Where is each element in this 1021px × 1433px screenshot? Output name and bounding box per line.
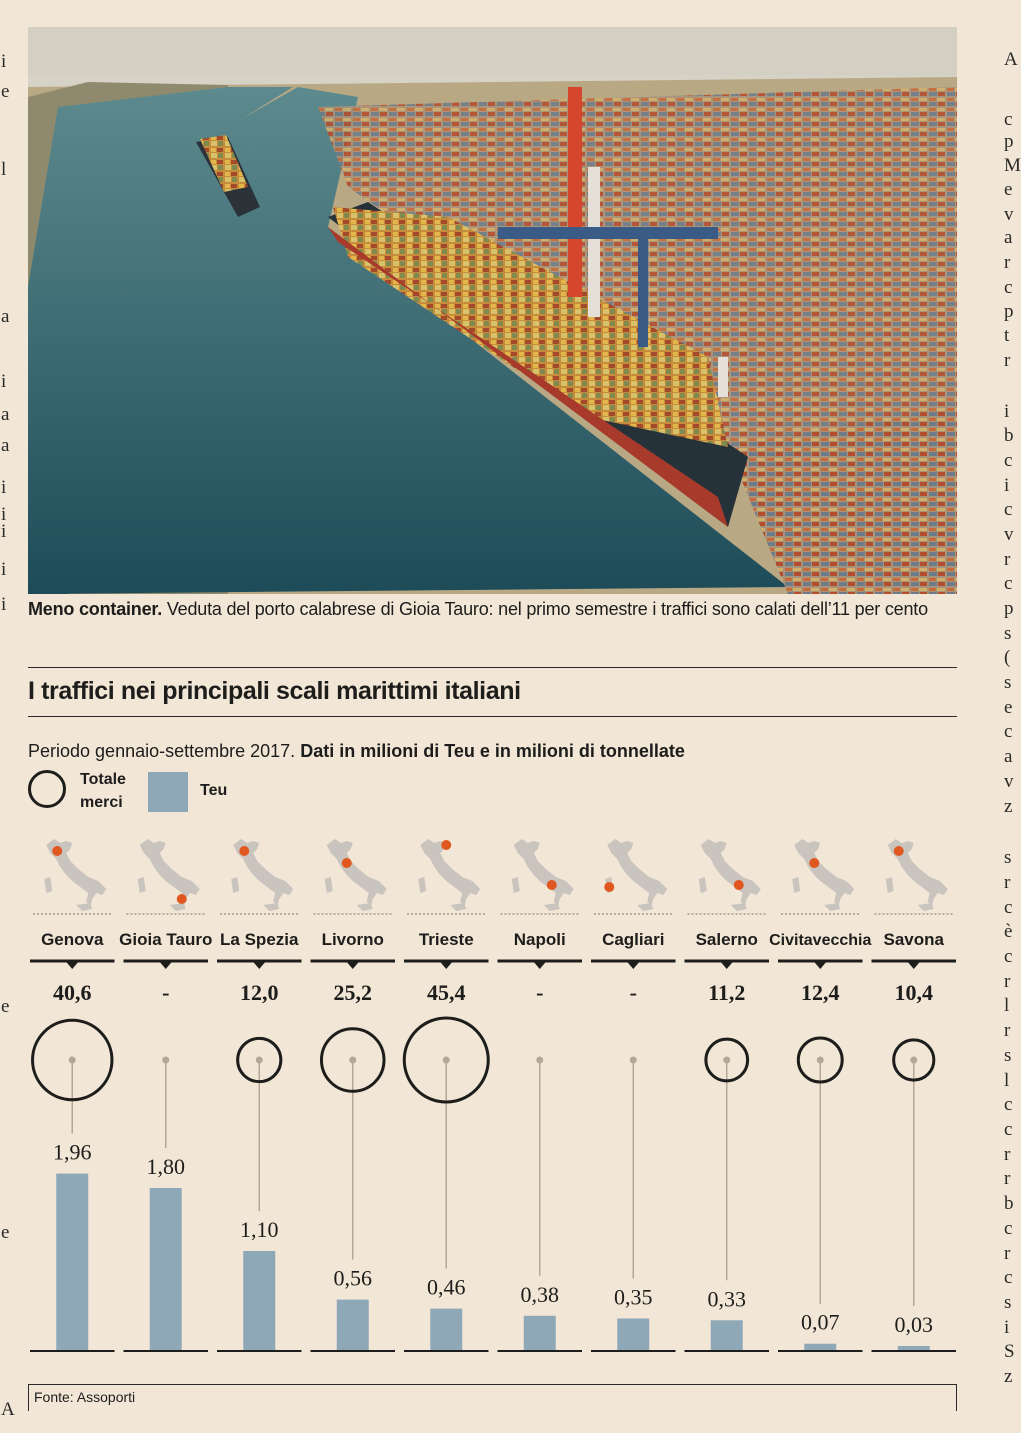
right-margin-char: s	[1004, 1045, 1012, 1066]
right-margin-char: z	[1004, 1366, 1013, 1387]
sardinia-map-icon	[792, 877, 800, 893]
legend-bar-swatch	[148, 772, 188, 812]
teu-bar	[150, 1188, 182, 1350]
left-margin-char: e	[1, 1222, 10, 1243]
right-margin-char: c	[1004, 1094, 1013, 1115]
left-margin-char: a	[1, 306, 10, 327]
header-rule-pointer	[721, 962, 733, 969]
left-margin-char: a	[1, 435, 10, 456]
sicily-map-icon	[450, 903, 466, 911]
right-margin-char: c	[1004, 499, 1013, 520]
italy-map-icon	[607, 839, 667, 907]
left-margin-char: i	[1, 371, 7, 392]
right-margin-char: i	[1004, 401, 1010, 422]
right-margin-char: c	[1004, 1267, 1013, 1288]
right-margin-char: r	[1004, 1243, 1011, 1264]
right-margin-char: s	[1004, 847, 1012, 868]
right-margin-char: r	[1004, 1020, 1011, 1041]
legend	[28, 768, 328, 816]
header-rule-pointer	[253, 962, 265, 969]
port-name: La Spezia	[220, 930, 299, 949]
sicily-map-icon	[637, 903, 653, 911]
title-rule-top	[28, 667, 957, 668]
left-column-edge	[0, 0, 18, 1433]
italy-map-icon	[140, 839, 200, 907]
sicily-map-icon	[544, 903, 560, 911]
right-margin-char: c	[1004, 946, 1013, 967]
source-note: Fonte: Assoporti	[34, 1389, 136, 1405]
right-margin-char: p	[1004, 131, 1014, 152]
right-margin-char: c	[1004, 450, 1013, 471]
totale-merci-label: 45,4	[427, 980, 466, 1005]
header-rule-pointer	[347, 962, 359, 969]
right-margin-char: l	[1004, 1070, 1010, 1091]
teu-value-label: 0,46	[427, 1274, 466, 1300]
right-margin-char: r	[1004, 252, 1011, 273]
totale-merci-label: -	[536, 980, 544, 1005]
teu-value-label: 1,96	[53, 1139, 92, 1165]
right-margin-char: M	[1004, 155, 1021, 176]
right-margin-char: è	[1004, 921, 1013, 942]
sicily-map-icon	[357, 903, 373, 911]
left-margin-char: e	[1, 996, 10, 1017]
ports-chart	[28, 825, 957, 1365]
right-margin-char: r	[1004, 350, 1011, 371]
sardinia-map-icon	[138, 877, 146, 893]
teu-bar	[430, 1309, 462, 1350]
italy-map-icon	[514, 839, 574, 907]
left-margin-char: A	[1, 1399, 15, 1420]
totale-merci-label: 11,2	[708, 980, 746, 1005]
left-margin-char: i	[1, 559, 7, 580]
port-location-marker	[809, 858, 819, 868]
right-margin-char: A	[1004, 49, 1018, 70]
teu-value-label: 0,38	[520, 1281, 559, 1307]
right-margin-char: z	[1004, 796, 1013, 817]
right-margin-char: a	[1004, 227, 1013, 248]
circle-center-dot	[69, 1057, 76, 1064]
legend-circle-icon	[28, 770, 66, 808]
teu-bar	[243, 1251, 275, 1350]
right-margin-char: t	[1004, 325, 1010, 346]
right-margin-char: (	[1004, 647, 1011, 668]
right-margin-char: c	[1004, 721, 1013, 742]
right-margin-char: s	[1004, 623, 1012, 644]
teu-value-label: 1,80	[146, 1154, 185, 1179]
teu-bar	[617, 1319, 649, 1351]
sicily-map-icon	[263, 903, 279, 911]
circle-center-dot	[723, 1057, 730, 1064]
sardinia-map-icon	[231, 877, 239, 893]
port-location-marker	[52, 846, 62, 856]
right-margin-char: s	[1004, 672, 1012, 693]
port-photo	[28, 27, 957, 594]
totale-merci-label: -	[629, 980, 637, 1005]
teu-value-label: 0,56	[333, 1265, 372, 1291]
header-rule-pointer	[908, 962, 920, 969]
header-rule-pointer	[814, 962, 826, 969]
italy-map-icon	[327, 839, 387, 907]
right-margin-char: c	[1004, 897, 1013, 918]
circle-center-dot	[910, 1057, 917, 1064]
header-rule-pointer	[440, 962, 452, 969]
chart-title: I traffici nei principali scali marittimi italiani	[28, 677, 521, 705]
header-rule-pointer	[160, 962, 172, 969]
right-margin-char: S	[1004, 1341, 1015, 1362]
circle-center-dot	[443, 1057, 450, 1064]
photo-caption	[28, 599, 968, 620]
sardinia-map-icon	[699, 877, 707, 893]
left-margin-char: i	[1, 477, 7, 498]
circle-center-dot	[349, 1057, 356, 1064]
right-margin-char: e	[1004, 179, 1013, 200]
teu-value-label: 0,35	[614, 1284, 653, 1310]
italy-map-icon	[794, 839, 854, 907]
sicily-map-icon	[76, 903, 92, 911]
port-location-marker	[604, 882, 614, 892]
right-margin-char: e	[1004, 697, 1013, 718]
right-margin-char: v	[1004, 204, 1014, 225]
sardinia-map-icon	[325, 877, 333, 893]
right-margin-char: v	[1004, 524, 1014, 545]
totale-merci-label: -	[162, 980, 170, 1005]
teu-bar	[337, 1300, 369, 1350]
subtitle-period: Periodo gennaio-settembre 2017.	[28, 741, 296, 761]
italy-map-icon	[701, 839, 761, 907]
port-location-marker	[547, 880, 557, 890]
teu-value-label: 0,07	[801, 1309, 840, 1335]
right-margin-char: r	[1004, 872, 1011, 893]
teu-bar	[898, 1346, 930, 1350]
left-margin-char: i	[1, 51, 7, 72]
circle-center-dot	[536, 1057, 543, 1064]
port-name: Gioia Tauro	[119, 930, 213, 949]
italy-map-icon	[420, 839, 480, 907]
left-margin-char: i	[1, 594, 7, 615]
title-rule-bottom	[28, 716, 957, 717]
teu-value-label: 0,33	[707, 1286, 746, 1312]
port-name: Civitavecchia	[769, 932, 872, 949]
port-name: Trieste	[418, 930, 474, 949]
port-location-marker	[177, 894, 187, 904]
sardinia-map-icon	[886, 877, 894, 893]
right-margin-char: r	[1004, 1144, 1011, 1165]
legend-circle-label: Totale merci	[80, 771, 126, 811]
port-name: Genova	[41, 930, 104, 949]
left-margin-char: i	[1, 521, 7, 542]
right-margin-char: c	[1004, 573, 1013, 594]
totale-merci-label: 10,4	[894, 980, 933, 1005]
sardinia-map-icon	[512, 877, 520, 893]
header-rule-pointer	[66, 962, 78, 969]
right-margin-char: r	[1004, 549, 1011, 570]
right-margin-char: c	[1004, 1218, 1013, 1239]
chart-subtitle	[28, 741, 685, 762]
circle-center-dot	[256, 1057, 263, 1064]
right-margin-char: c	[1004, 1119, 1013, 1140]
teu-value-label: 0,03	[894, 1312, 933, 1337]
port-name: Savona	[883, 930, 944, 949]
right-margin-char: c	[1004, 109, 1013, 130]
right-margin-char: p	[1004, 301, 1014, 322]
sardinia-map-icon	[44, 877, 52, 893]
sicily-map-icon	[170, 903, 186, 911]
sicily-map-icon	[824, 903, 840, 911]
port-name: Livorno	[321, 930, 384, 949]
right-margin-char: p	[1004, 598, 1014, 619]
caption-text: Veduta del porto calabrese di Gioia Tauro: nel primo semestre i traffici sono calati dell’11 per cento	[166, 599, 928, 619]
right-margin-char: b	[1004, 425, 1014, 446]
left-margin-char: e	[1, 81, 10, 102]
totale-merci-label: 12,0	[240, 980, 279, 1005]
port-location-marker	[342, 858, 352, 868]
sicily-map-icon	[918, 903, 934, 911]
port-location-marker	[894, 846, 904, 856]
circle-center-dot	[817, 1057, 824, 1064]
circle-center-dot	[630, 1057, 637, 1064]
right-margin-char: c	[1004, 277, 1013, 298]
right-margin-char: b	[1004, 1193, 1014, 1214]
right-margin-char: s	[1004, 1292, 1012, 1313]
port-name: Napoli	[513, 930, 566, 949]
sicily-map-icon	[731, 903, 747, 911]
teu-bar	[804, 1344, 836, 1350]
teu-bar	[56, 1174, 88, 1350]
totale-merci-label: 25,2	[333, 980, 372, 1005]
port-location-marker	[239, 846, 249, 856]
right-margin-char: v	[1004, 771, 1014, 792]
teu-bar	[524, 1316, 556, 1350]
right-margin-char: l	[1004, 995, 1010, 1016]
right-margin-char: a	[1004, 746, 1013, 767]
right-margin-char: i	[1004, 475, 1010, 496]
port-name: Salerno	[695, 930, 758, 949]
port-location-marker	[441, 840, 451, 850]
teu-value-label: 1,10	[240, 1217, 279, 1242]
header-rule-pointer	[627, 962, 639, 969]
totale-merci-label: 40,6	[53, 980, 92, 1005]
subtitle-units: Dati in milioni di Teu e in milioni di tonnellate	[300, 741, 685, 761]
left-margin-char: a	[1, 404, 10, 425]
source-box	[28, 1384, 957, 1411]
left-margin-char: l	[1, 159, 7, 180]
port-name: Cagliari	[602, 930, 665, 949]
right-column-edge	[998, 0, 1021, 1433]
totale-merci-label: 12,4	[801, 980, 840, 1005]
teu-bar	[711, 1320, 743, 1350]
caption-bold: Meno container.	[28, 599, 163, 619]
sardinia-map-icon	[418, 877, 426, 893]
left-margin-char: i	[1, 504, 7, 525]
legend-bar-label: Teu	[200, 782, 228, 799]
right-margin-char: r	[1004, 971, 1011, 992]
right-margin-char: r	[1004, 1168, 1011, 1189]
port-location-marker	[734, 880, 744, 890]
circle-center-dot	[162, 1057, 169, 1064]
right-margin-char: i	[1004, 1317, 1010, 1338]
header-rule-pointer	[534, 962, 546, 969]
